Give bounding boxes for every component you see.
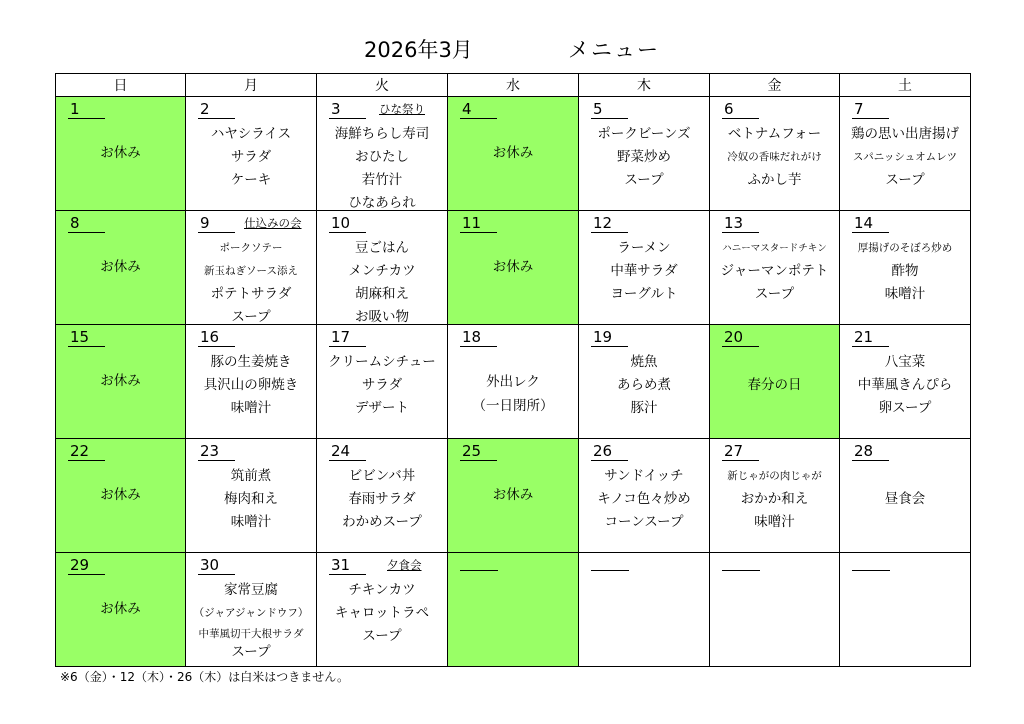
menu-item: わかめスープ	[342, 514, 422, 530]
menu-item: ジャーマンポテト	[720, 263, 829, 279]
menu-item: 鶏の思い出唐揚げ	[851, 126, 959, 142]
day-cell-28	[840, 439, 971, 553]
menu-item: （ジャアジャンドウフ）	[193, 607, 309, 619]
day-number: 23	[198, 442, 235, 461]
weekday-tue: 火	[317, 74, 448, 97]
menu-item: おかか和え	[740, 491, 809, 507]
menu-item: 新じゃがの肉じゃが	[727, 470, 822, 482]
menu-item: 酢物	[891, 263, 919, 279]
menu-item: 味噌汁	[230, 400, 272, 416]
blank-day-line	[591, 559, 629, 571]
day-number: 12	[591, 214, 628, 233]
weekday-sun: 日	[56, 74, 186, 97]
menu-item: 厚揚げのそぼろ炒め	[857, 242, 953, 254]
week-row-5	[56, 553, 971, 667]
day-cell-3	[317, 97, 448, 211]
menu-item: スープ	[624, 172, 664, 188]
day-number: 31	[329, 556, 366, 575]
menu-item: スープ	[231, 644, 271, 660]
day-cell-9	[186, 211, 317, 325]
menu-item: おひたし	[355, 149, 409, 165]
day-cell-10	[317, 211, 448, 325]
menu-item: ラーメン	[617, 240, 671, 256]
day-cell-6	[710, 97, 840, 211]
menu-item: 豆ごはん	[355, 240, 409, 256]
menu-item: ふかし芋	[747, 172, 802, 188]
day-number: 11	[460, 214, 497, 233]
menu-item: ポークソテー	[219, 242, 283, 254]
menu-item: サラダ	[230, 149, 272, 165]
day-cell-30	[186, 553, 317, 667]
menu-item: あらめ煮	[617, 377, 671, 393]
day-number: 30	[198, 556, 235, 575]
menu-item: お休み	[492, 145, 534, 161]
week-row-4	[56, 439, 971, 553]
day-cell-31	[317, 553, 448, 667]
day-number: 6	[722, 100, 759, 119]
day-cell-8	[56, 211, 186, 325]
menu-item: 冷奴の香味だれがけ	[727, 151, 822, 163]
weekday-mon: 月	[186, 74, 317, 97]
menu-item: 味噌汁	[884, 286, 926, 302]
empty-day-cell	[710, 553, 840, 667]
menu-item: ハヤシライス	[210, 126, 292, 142]
empty-day-cell	[840, 553, 971, 667]
day-cell-22	[56, 439, 186, 553]
day-cell-16	[186, 325, 317, 439]
day-number: 28	[852, 442, 889, 461]
menu-item: デザート	[355, 400, 409, 416]
day-cell-4	[448, 97, 579, 211]
menu-item: キャロットラペ	[334, 605, 430, 621]
day-number: 26	[591, 442, 628, 461]
day-number: 8	[68, 214, 105, 233]
menu-item: 新玉ねぎソース添え	[204, 265, 298, 277]
weekday-wed: 水	[448, 74, 579, 97]
day-cell-23	[186, 439, 317, 553]
day-cell-5	[579, 97, 710, 211]
title-year-month: 2026年3月	[364, 38, 473, 62]
day-number: 13	[722, 214, 759, 233]
day-number: 24	[329, 442, 366, 461]
day-cell-27	[710, 439, 840, 553]
day-number: 2	[198, 100, 235, 119]
day-cell-14	[840, 211, 971, 325]
menu-item: 胡麻和え	[355, 286, 409, 302]
day-number: 29	[68, 556, 105, 575]
menu-item: コーンスープ	[604, 514, 684, 530]
menu-item: サンドイッチ	[604, 468, 684, 484]
day-number: 15	[68, 328, 105, 347]
day-number: 14	[852, 214, 889, 233]
day-cell-17	[317, 325, 448, 439]
menu-item: お休み	[100, 259, 141, 275]
menu-item: チキンカツ	[348, 582, 416, 598]
day-cell-1	[56, 97, 186, 211]
day-number: 1	[68, 100, 105, 119]
menu-item: 焼魚	[630, 354, 658, 370]
blank-day-line	[852, 559, 890, 571]
day-cell-12	[579, 211, 710, 325]
menu-item: 中華風切干大根サラダ	[198, 628, 304, 640]
day-number: 21	[852, 328, 889, 347]
menu-item: 味噌汁	[230, 514, 272, 530]
menu-item: お休み	[492, 259, 534, 275]
weekday-header-row	[56, 74, 971, 97]
day-number: 7	[852, 100, 889, 119]
menu-item: お休み	[100, 373, 141, 389]
day-cell-2	[186, 97, 317, 211]
weekday-thu: 木	[579, 74, 710, 97]
menu-item: 筑前煮	[230, 468, 272, 484]
menu-item: お休み	[100, 601, 141, 617]
blank-day-line	[460, 559, 498, 571]
menu-item: サラダ	[361, 377, 403, 393]
footnote: ※6（金）・12（木）・26（木）は白米はつきません。	[60, 670, 349, 684]
menu-item: ハニーマスタードチキン	[722, 243, 827, 254]
menu-item: スープ	[754, 286, 795, 302]
menu-item: 外出レク	[486, 374, 540, 390]
menu-item: ポテトサラダ	[210, 286, 292, 302]
menu-item: ひなあられ	[348, 195, 416, 211]
menu-item: スープ	[231, 309, 271, 325]
day-number: 16	[198, 328, 235, 347]
menu-calendar	[55, 73, 971, 667]
menu-item: 中華風きんぴら	[857, 377, 953, 393]
day-number: 3	[329, 100, 366, 119]
day-cell-18	[448, 325, 579, 439]
day-number: 5	[591, 100, 628, 119]
menu-item: 梅肉和え	[224, 491, 278, 507]
day-number: 27	[722, 442, 759, 461]
day-cell-26	[579, 439, 710, 553]
event-tag: 夕食会	[387, 558, 422, 572]
day-cell-19	[579, 325, 710, 439]
title-menu: メニュー	[568, 38, 660, 62]
day-cell-11	[448, 211, 579, 325]
weekday-sat: 土	[840, 74, 971, 97]
menu-item: 家常豆腐	[224, 582, 278, 598]
day-cell-13	[710, 211, 840, 325]
event-tag: 仕込みの会	[244, 216, 302, 230]
day-number: 22	[68, 442, 105, 461]
menu-item: クリームシチュー	[328, 354, 436, 370]
menu-item: お休み	[492, 487, 534, 503]
menu-item: 卵スープ	[878, 400, 932, 416]
day-cell-25	[448, 439, 579, 553]
week-row-3	[56, 325, 971, 439]
day-cell-7	[840, 97, 971, 211]
day-number: 9	[198, 214, 235, 233]
empty-day-cell	[448, 553, 579, 667]
menu-item: 昼食会	[884, 491, 926, 507]
menu-item: ビビンバ丼	[348, 468, 416, 484]
menu-item: お吸い物	[355, 309, 409, 325]
menu-item: ヨーグルト	[610, 286, 678, 302]
day-cell-20	[710, 325, 840, 439]
menu-item: 春雨サラダ	[348, 491, 416, 507]
menu-item: お休み	[100, 487, 141, 503]
day-number: 25	[460, 442, 497, 461]
menu-item: 中華サラダ	[610, 263, 678, 279]
holiday-label: 春分の日	[747, 377, 802, 393]
menu-item: 豚汁	[630, 400, 658, 416]
menu-item: 味噌汁	[754, 514, 795, 530]
day-number: 18	[460, 328, 497, 347]
day-cell-29	[56, 553, 186, 667]
menu-item: 豚の生姜焼き	[210, 354, 292, 370]
menu-item: （一日閉所）	[472, 398, 554, 414]
week-row-1	[56, 97, 971, 211]
day-cell-24	[317, 439, 448, 553]
menu-item: ベトナムフォー	[727, 126, 822, 142]
menu-item: 具沢山の卵焼き	[203, 377, 299, 393]
blank-day-line	[722, 559, 760, 571]
day-number: 4	[460, 100, 497, 119]
day-number: 17	[329, 328, 366, 347]
menu-item: 野菜炒め	[617, 149, 671, 165]
menu-item: スープ	[362, 628, 402, 644]
menu-item: 海鮮ちらし寿司	[334, 126, 430, 142]
day-cell-21	[840, 325, 971, 439]
menu-item: キノコ色々炒め	[597, 491, 691, 507]
menu-item: ケーキ	[230, 172, 272, 188]
menu-item: スパニッシュオムレツ	[852, 151, 958, 163]
day-number: 20	[722, 328, 759, 347]
page-title	[0, 34, 1024, 64]
day-number: 19	[591, 328, 628, 347]
menu-item: メンチカツ	[348, 263, 416, 279]
empty-day-cell	[579, 553, 710, 667]
menu-item: お休み	[100, 145, 141, 161]
week-row-2	[56, 211, 971, 325]
menu-item: スープ	[885, 172, 925, 188]
day-cell-15	[56, 325, 186, 439]
menu-item: 八宝菜	[884, 354, 926, 370]
weekday-fri: 金	[710, 74, 840, 97]
day-number: 10	[329, 214, 366, 233]
menu-item: ポークビーンズ	[597, 126, 691, 142]
menu-item: 若竹汁	[361, 172, 403, 188]
event-tag: ひな祭り	[379, 102, 425, 116]
